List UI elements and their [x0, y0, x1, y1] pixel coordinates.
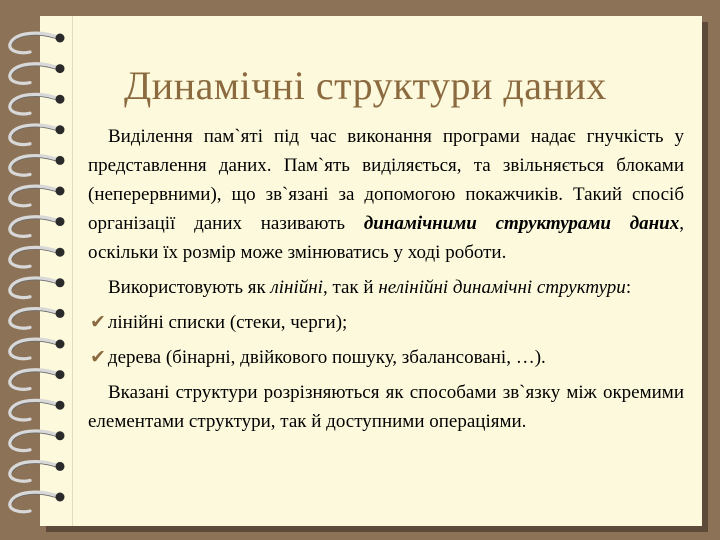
binding-ring [10, 278, 65, 298]
binding-ring [10, 339, 65, 359]
binding-ring [10, 492, 65, 512]
binding-ring [10, 247, 65, 267]
binding-ring [10, 431, 65, 451]
binding-ring [10, 462, 65, 482]
binding-ring [10, 64, 65, 84]
paragraph-text: Використовують як [108, 277, 271, 298]
paragraph-text: Виділення пам`яті під час виконання програми надає гнучкість у представлення даних. Пам`ять виділяється, та звільняється блоками (неперервними), що зв`язані за допомогою покажчиків. Такий спосіб організації даних називають [88, 126, 684, 234]
binding-ring [10, 186, 65, 206]
paragraph-text: , так й [322, 277, 379, 298]
binding-ring [10, 156, 65, 176]
paragraph-text: : [625, 277, 632, 298]
spiral-binding [0, 0, 80, 540]
binding-ring [10, 94, 65, 114]
binding-ring [10, 309, 65, 329]
binding-ring [10, 217, 65, 237]
checkmark-icon: ✔ [90, 347, 106, 368]
binding-ring [10, 370, 65, 390]
bullet-text: лінійні списки (стеки, черги); [107, 312, 348, 333]
slide-body [88, 122, 684, 442]
binding-ring [10, 33, 65, 53]
paragraph-intro [88, 122, 684, 267]
paragraph-text: , оскільки їх розмір може змінюватись у ході роботи. [88, 213, 684, 263]
bullet-item [88, 308, 684, 337]
slide-title: Динамічні структури даних [124, 63, 607, 108]
emphasized-term: динамічними структурами даних [363, 213, 680, 234]
paragraph-usage [88, 273, 684, 302]
binding-ring [10, 400, 65, 420]
paragraph-summary: Вказані структури розрізняються як способами зв`язку між окремими елементами структури, так й доступними операціями. [88, 382, 684, 432]
emphasized-term: лінійні [270, 277, 323, 298]
emphasized-term: нелінійні динамічні структури [378, 277, 626, 298]
checkmark-icon: ✔ [90, 312, 106, 333]
bullet-item [88, 343, 684, 372]
bullet-text: дерева (бінарні, двійкового пошуку, збалансовані, …). [107, 347, 546, 368]
binding-ring [10, 125, 65, 145]
